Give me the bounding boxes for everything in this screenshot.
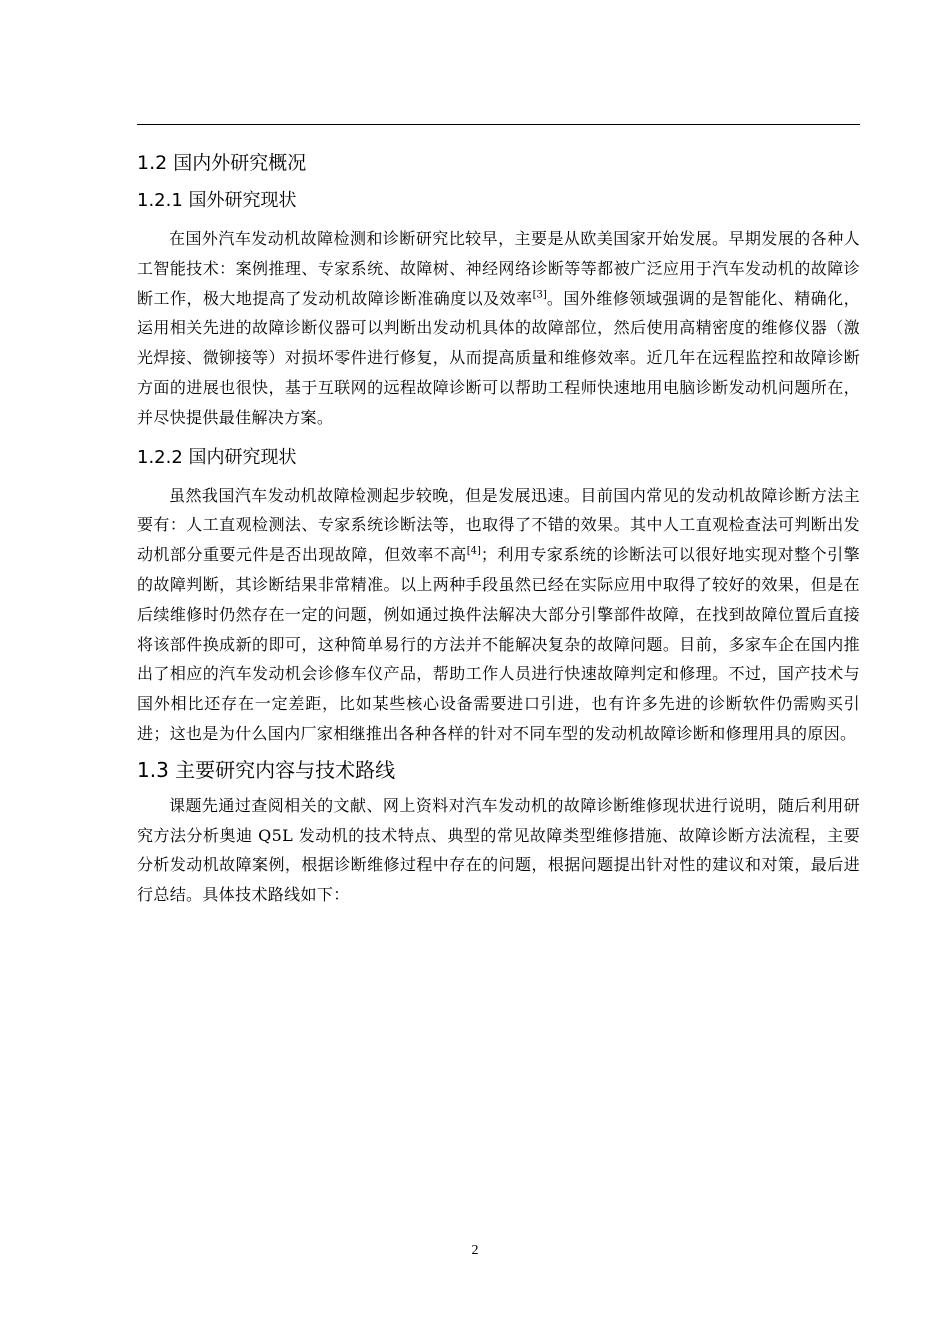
- paragraph-foreign-research: [137, 224, 860, 433]
- citation-3: [3]: [532, 289, 547, 301]
- paragraph-research-content: 课题先通过查阅相关的文献、网上资料对汽车发动机的故障诊断维修现状进行说明，随后利用研究方法分析奥迪 Q5L 发动机的技术特点、典型的常见故障类型维修措施、故障诊断方法流程，主要分析发动机故障案例，根据诊断维修过程中存在的问题，根据问题提出针对性的建议和对策，最后进行总结。具体技术路线如下：: [137, 795, 860, 905]
- page-content: [137, 138, 860, 916]
- paragraph-domestic-research: [137, 481, 860, 749]
- page-number: 2: [471, 1243, 479, 1258]
- citation-4: [4]: [466, 545, 481, 557]
- section-heading-1-2: 1.2 国内外研究概况: [137, 152, 307, 174]
- paragraph-text: 。国外维修领域强调的是智能化、精确化，运用相关先进的故障诊断仪器可以判断出发动机具体的故障部位，然后使用高精密度的维修仪器（激光焊接、微铆接等）对损坏零件进行修复，从而提高质量和维修效率。近几年在远程监控和故障诊断方面的进展也很快，基于互联网的远程故障诊断可以帮助工程师快速地用电脑诊断发动机问题所在，并尽快提供最佳解决方案。: [137, 288, 860, 427]
- section-heading-1-2-1: 1.2.1 国外研究现状: [137, 190, 297, 211]
- paragraph-text: ；利用专家系统的诊断法可以很好地实现对整个引擎的故障判断，其诊断结果非常精准。以上两种手段虽然已经在实际应用中取得了较好的效果，但是在后续维修时仍然存在一定的问题，例如通过换件法解决大部分引擎部件故障，在找到故障位置后直接将该部件换成新的即可，这种简单易行的方法并不能解决复杂的故障问题。目前，多家车企在国内推出了相应的汽车发动机会诊修车仪产品，帮助工作人员进行快速故障判定和修理。不过，国产技术与国外相比还存在一定差距，比如某些核心设备需要进口引进，也有许多先进的诊断软件仍需购买引进；这也是为什么国内厂家相继推出各种各样的针对不同车型的发动机故障诊断和修理用具的原因。: [137, 545, 860, 743]
- section-heading-1-3: 1.3 主要研究内容与技术路线: [137, 757, 396, 782]
- paragraph-text: 虽然我国汽车发动机故障检测起步较晚，但是发展迅速。目前国内常见的发动机故障诊断方法主要有：人工直观检测法、专家系统诊断法等，也取得了不错的效果。其中人工直观检查法可判断出发动机部分重要元件是否出现故障，但效率不高: [137, 485, 860, 565]
- section-heading-1-2-2: 1.2.2 国内研究现状: [137, 446, 297, 468]
- paragraph-text: 在国外汽车发动机故障检测和诊断研究比较早，主要是从欧美国家开始发展。早期发展的各种人工智能技术：案例推理、专家系统、故障树、神经网络诊断等等都被广泛应用于汽车发动机的故障诊断工作，极大地提高了发动机故障诊断准确度以及效率: [137, 229, 860, 308]
- header-rule: [137, 124, 860, 125]
